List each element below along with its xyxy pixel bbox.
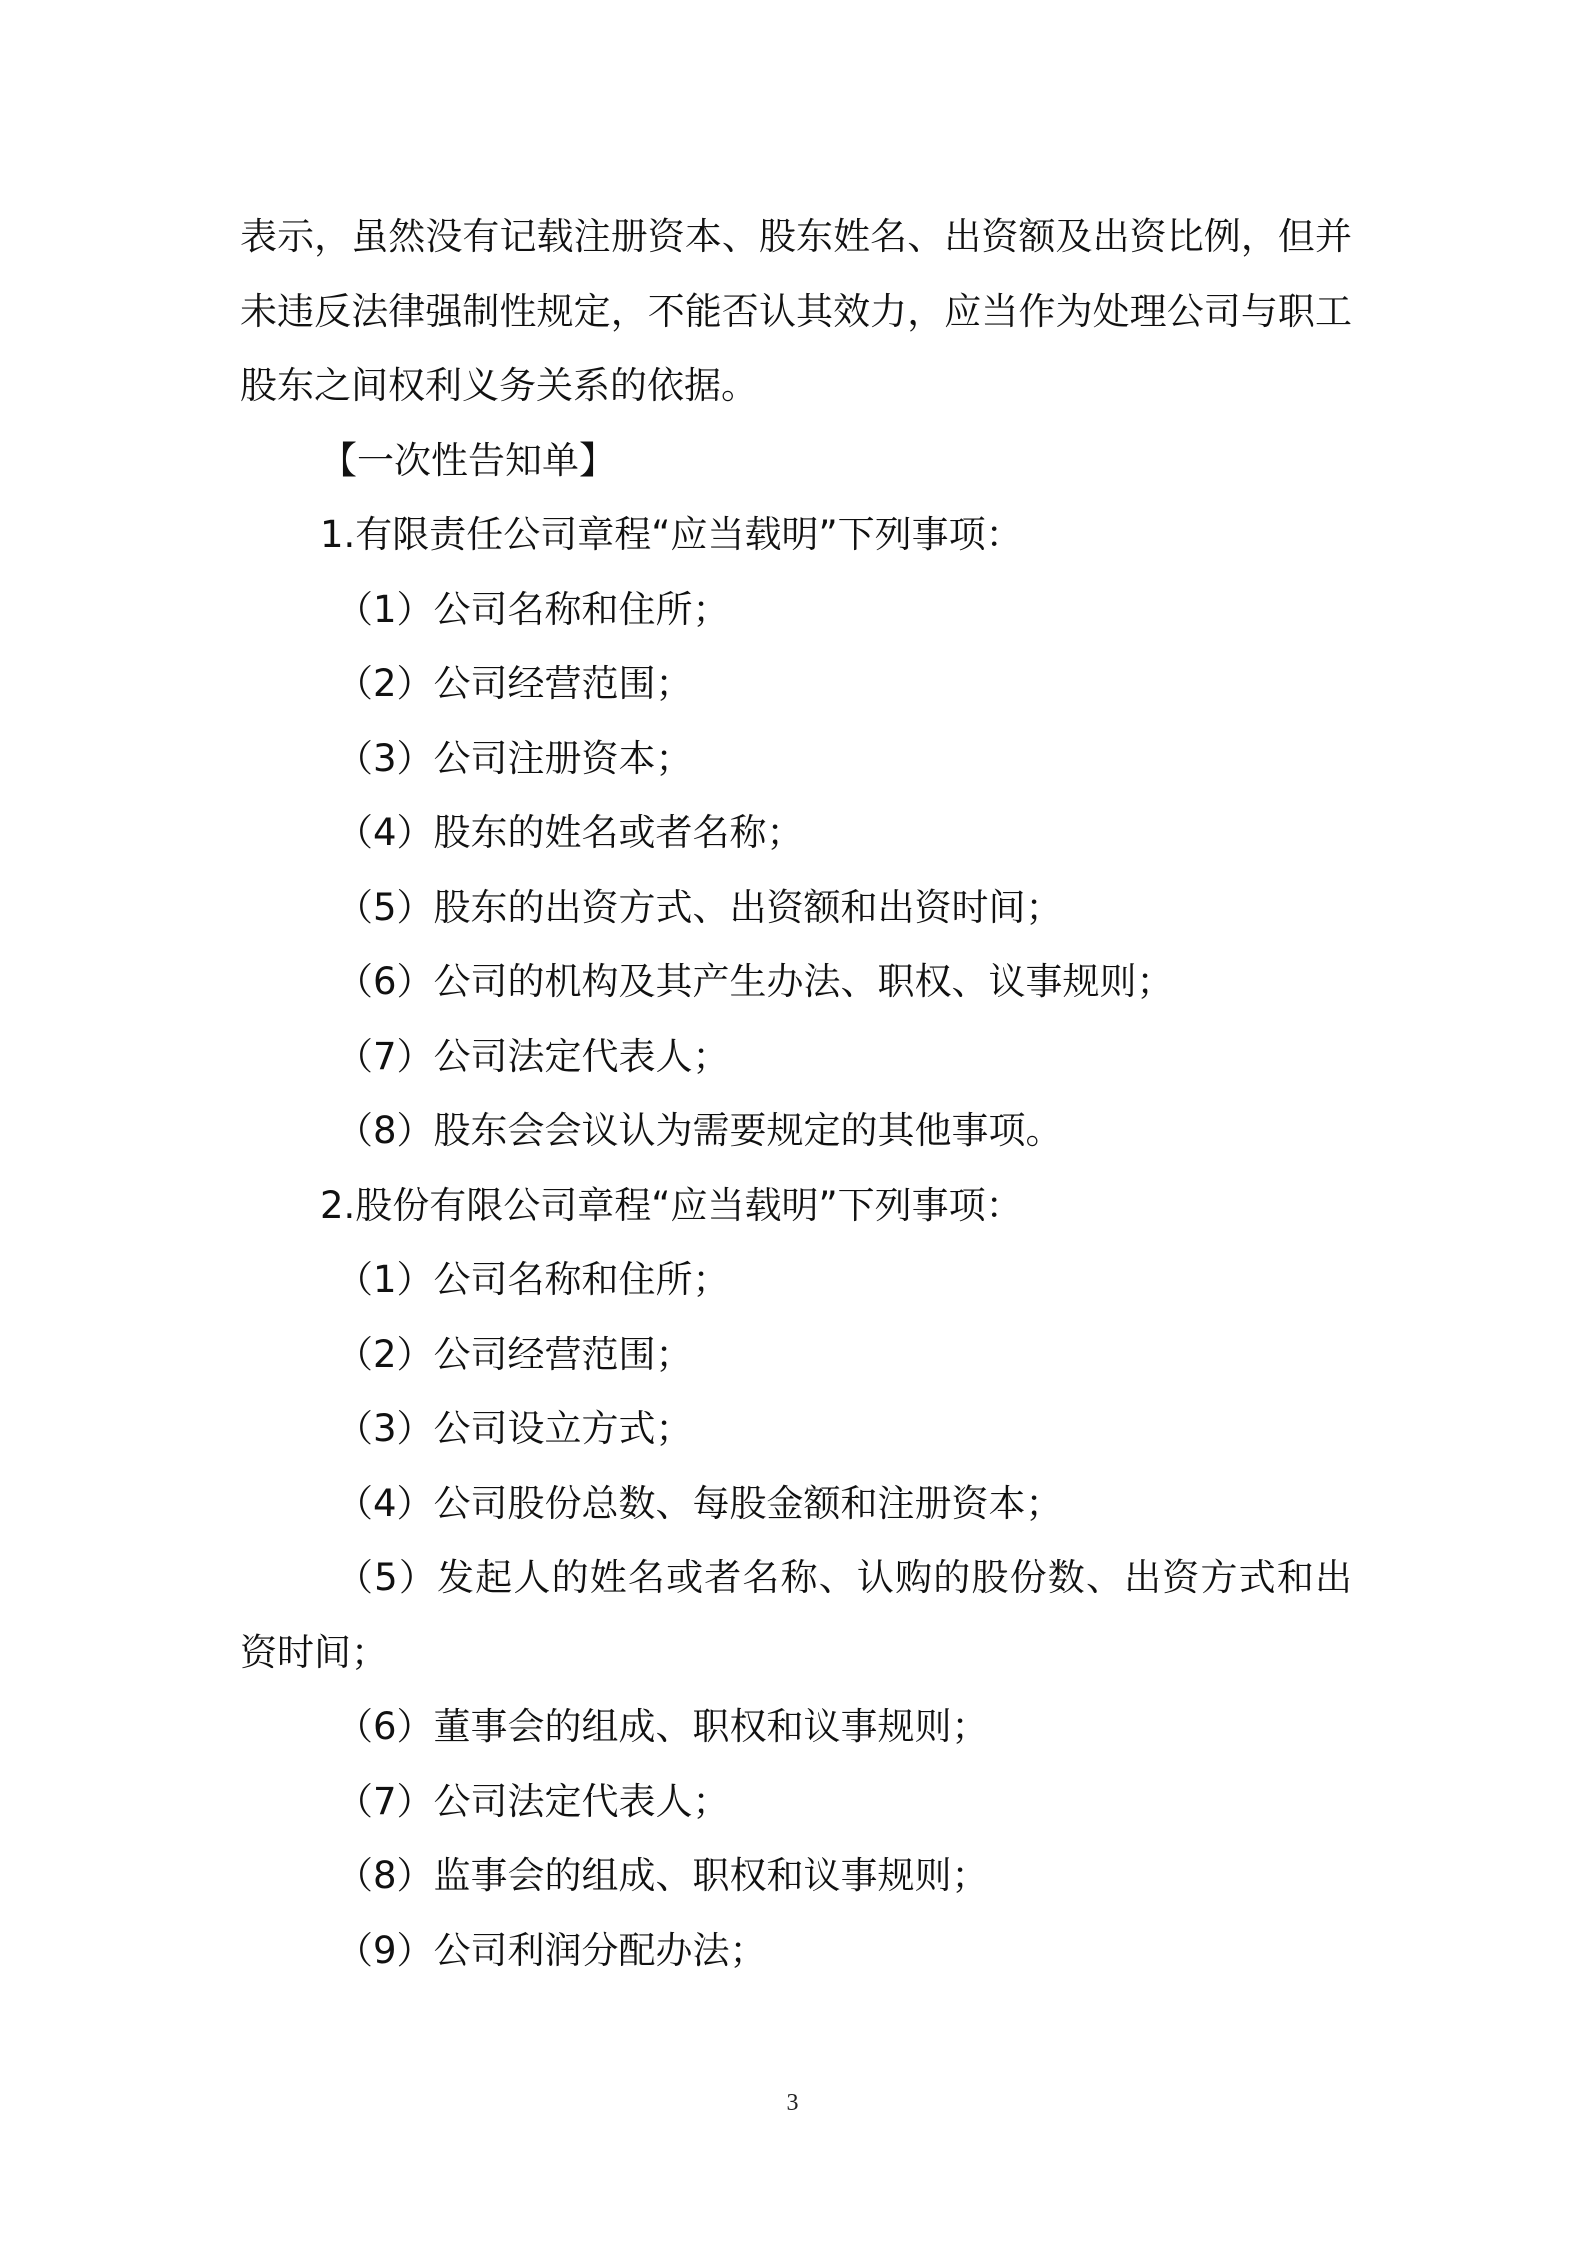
list2-heading: 2.股份有限公司章程“应当载明”下列事项： — [320, 1183, 1023, 1227]
list1-heading: 1.有限责任公司章程“应当载明”下列事项： — [320, 513, 1023, 556]
list1-item: （8）股东会会议认为需要规定的其他事项。 — [336, 1109, 1063, 1152]
list1-item: （5）股东的出资方式、出资额和出资时间； — [336, 885, 1063, 929]
list2-item: （9）公司利润分配办法； — [336, 1928, 767, 1972]
list2-item: （6）董事会的组成、职权和议事规则； — [336, 1705, 989, 1748]
page-content — [240, 200, 1352, 1988]
page-number: 3 — [786, 2090, 799, 2116]
list2-item: （4）公司股份总数、每股金额和注册资本； — [336, 1481, 1063, 1525]
list2-item: （8）监事会的组成、职权和议事规则； — [336, 1854, 989, 1897]
list2-item: （1）公司名称和住所； — [336, 1258, 730, 1301]
list1-item: （4）股东的姓名或者名称； — [336, 811, 804, 854]
list1-item: （6）公司的机构及其产生办法、职权、议事规则； — [336, 960, 1174, 1003]
list1-item: （3）公司注册资本； — [336, 736, 693, 780]
intro-paragraph: 表示，虽然没有记载注册资本、股东姓名、出资额及出资比例，但并未违反法律强制性规定，不能否认其效力，应当作为处理公司与职工股东之间权利义务关系的依据。 — [240, 215, 1352, 407]
list1-item: （2）公司经营范围； — [336, 662, 693, 705]
list1-item: （7）公司法定代表人； — [336, 1034, 730, 1078]
list2-item: （3）公司设立方式； — [336, 1407, 693, 1450]
list2-item: （7）公司法定代表人； — [336, 1779, 730, 1823]
section-title: 【一次性告知单】 — [320, 438, 616, 482]
list2-item: （2）公司经营范围； — [336, 1332, 693, 1376]
list2-item: （5）发起人的姓名或者名称、认购的股份数、出资方式和出资时间； — [240, 1556, 1352, 1674]
list1-item: （1）公司名称和住所； — [336, 587, 730, 631]
